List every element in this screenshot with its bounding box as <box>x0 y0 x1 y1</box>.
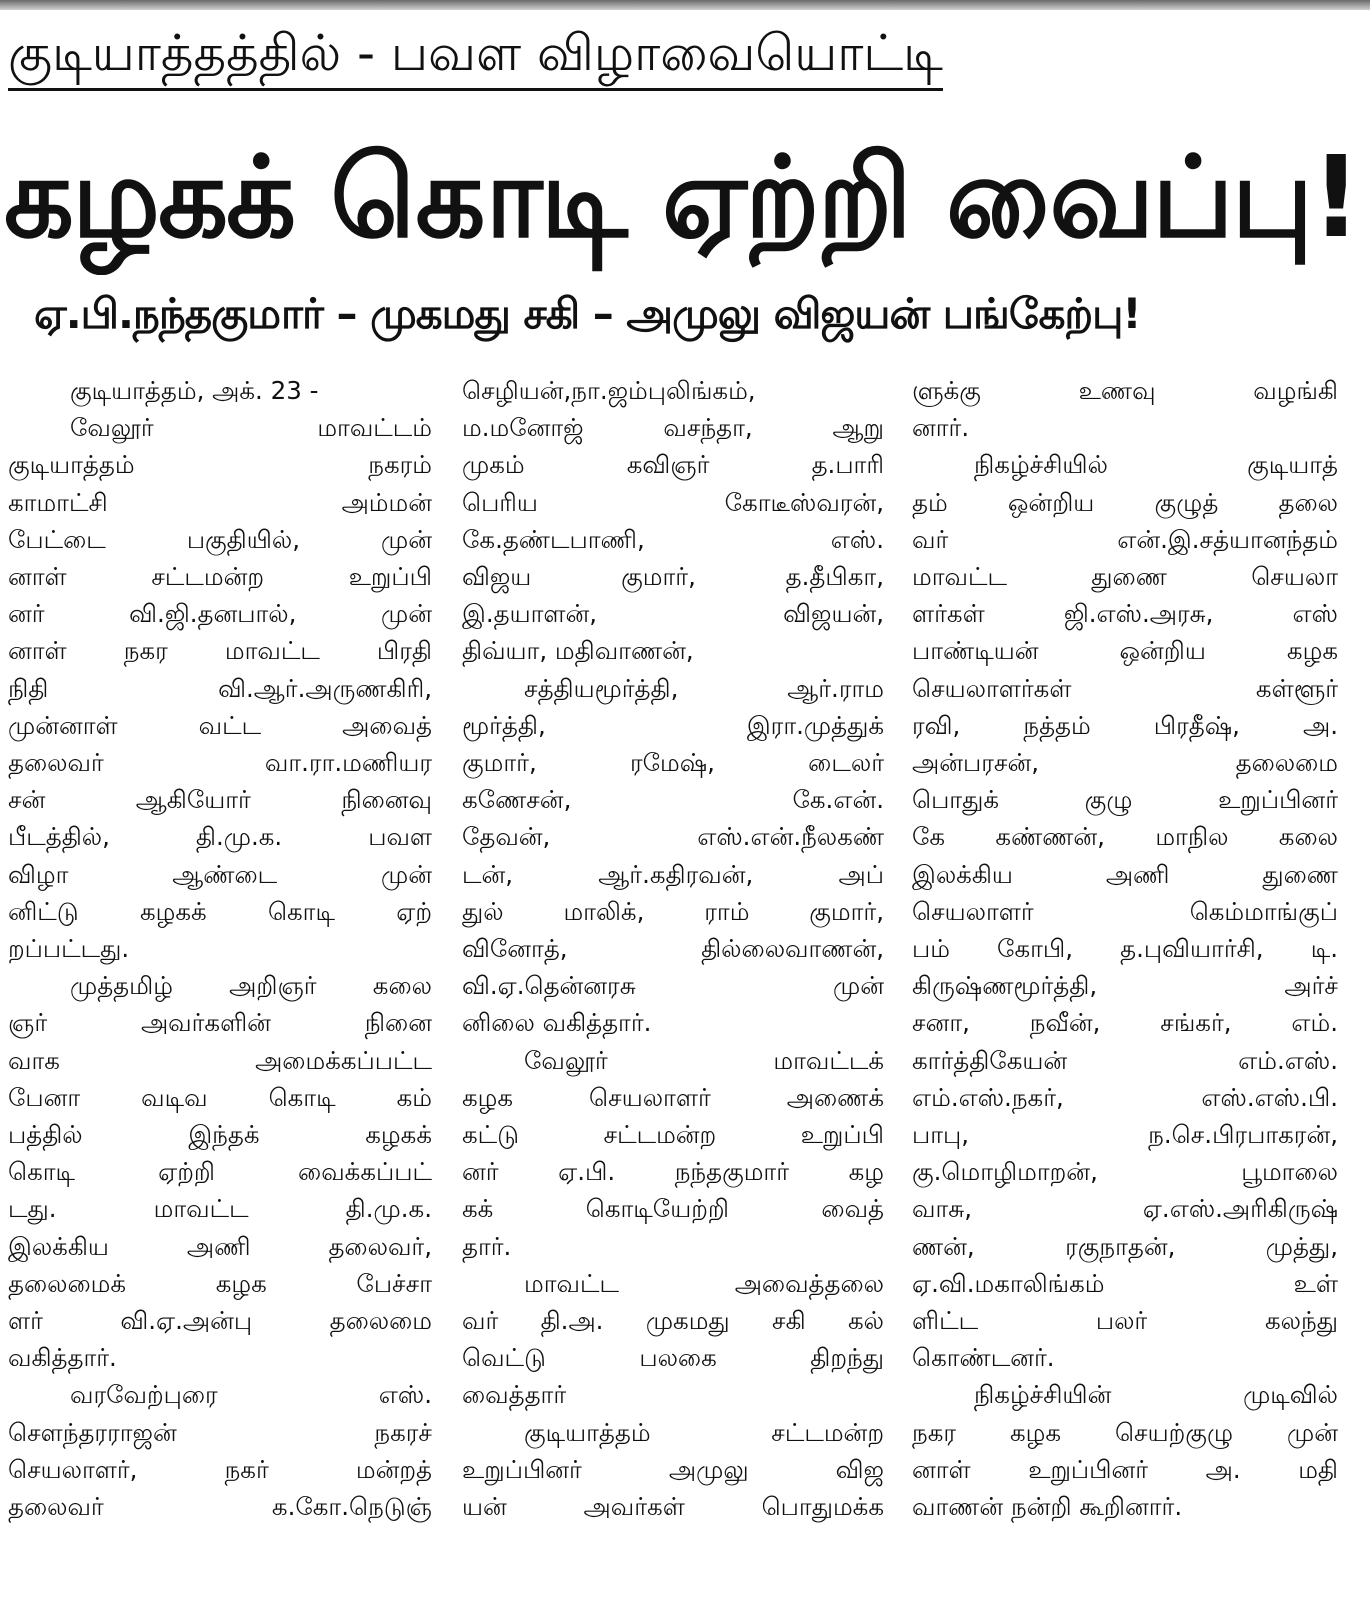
column-3-line: பம் கோபி, த.புவியார்சி, டி. <box>912 934 1338 964</box>
column-2-line: கழக செயலாளர் அணைக் <box>462 1082 884 1112</box>
column-1-line: பீடத்தில், தி.மு.க. பவள <box>8 822 432 852</box>
column-3-line: வாணன் நன்றி கூறினார். <box>912 1492 1183 1522</box>
column-3-line: கார்த்திகேயன் எம்.எஸ். <box>912 1045 1338 1075</box>
column-2-line: துல் மாலிக், ராம் குமார், <box>462 896 884 926</box>
top-edge-strip <box>0 0 1370 10</box>
column-3-line: நகர கழக செயற்குழு முன் <box>912 1417 1338 1447</box>
column-1-line: முன்னாள் வட்ட அவைத் <box>8 710 432 740</box>
column-2-line: வினோத், தில்லைவாணன், <box>462 934 884 964</box>
column-2-line: சத்தியமூர்த்தி, ஆர்.ராம <box>524 673 884 703</box>
column-1-line: டது. மாவட்ட தி.மு.க. <box>8 1194 432 1224</box>
subheadline: ஏ.பி.நந்தகுமார் – முகமது சகி – அமுலு விஜயன் பங்கேற்பு! <box>34 289 1141 338</box>
column-2-line: உறுப்பினர் அமுலு விஜ <box>462 1454 884 1484</box>
column-3-line: எம்.எஸ்.நகர், எஸ்.எஸ்.பி. <box>912 1082 1338 1112</box>
column-2-line: னர் ஏ.பி. நந்தகுமார் கழ <box>462 1157 884 1187</box>
kicker-line: குடியாத்தத்தில் - பவள விழாவையொட்டி <box>8 18 943 91</box>
column-1-line: கொடி ஏற்றி வைக்கப்பட் <box>8 1157 432 1187</box>
column-2-line: ம.மனோஜ் வசந்தா, ஆறு <box>462 413 884 443</box>
column-1-line: செயலாளர், நகர் மன்றத் <box>8 1454 432 1484</box>
column-1-line: வேலூர் மாவட்டம் <box>70 413 432 443</box>
column-2-line: பெரிய கோடீஸ்வரன், <box>462 487 884 517</box>
column-3-line: இலக்கிய அணி துணை <box>912 859 1338 889</box>
column-2-line: வைத்தார் <box>462 1380 567 1410</box>
column-2-line: குடியாத்தம் சட்டமன்ற <box>524 1417 884 1447</box>
column-3-line: கே கண்ணன், மாநில கலை <box>912 822 1338 852</box>
column-2-line: வெட்டு பலகை திறந்து <box>462 1343 884 1373</box>
column-3-line: ளிட்ட பலர் கலந்து <box>912 1306 1338 1336</box>
column-1-line: வரவேற்புரை எஸ். <box>70 1380 432 1410</box>
column-3-line: செயலாளர் கெம்மாங்குப் <box>912 896 1338 926</box>
column-2-line: வர் தி.அ. முகமது சகி கல் <box>462 1306 884 1336</box>
column-3-line: ரவி, நத்தம் பிரதீஷ், அ. <box>912 710 1338 740</box>
column-1-line: வகித்தார். <box>8 1343 117 1373</box>
column-1-line: வாக அமைக்கப்பட்ட <box>8 1045 432 1075</box>
column-3-line: நிகழ்ச்சியில் குடியாத் <box>974 450 1338 480</box>
column-2-line: இ.தயாளன், விஜயன், <box>462 599 884 629</box>
column-1-line: னிட்டு கழகக் கொடி ஏற் <box>8 896 432 926</box>
column-3-line: மாவட்ட துணை செயலா <box>912 562 1338 592</box>
column-1-line: னாள் நகர மாவட்ட பிரதி <box>8 636 432 666</box>
column-2-line: கக் கொடியேற்றி வைத் <box>462 1194 884 1224</box>
column-2-line: னிலை வகித்தார். <box>462 1008 652 1038</box>
column-1-line: ஞர் அவர்களின் நினை <box>8 1008 432 1038</box>
column-1-line: பேனா வடிவ கொடி கம் <box>8 1082 432 1112</box>
column-2-line: மாவட்ட அவைத்தலை <box>524 1268 884 1298</box>
column-3 <box>912 372 1338 1525</box>
column-2-line: டன், ஆர்.கதிரவன், அப் <box>462 859 884 889</box>
column-2-line: கே.தண்டபாணி, எஸ். <box>462 524 884 554</box>
column-2-line: மூர்த்தி, இரா.முத்துக் <box>462 710 884 740</box>
column-3-line: கு.மொழிமாறன், பூமாலை <box>912 1157 1338 1187</box>
column-2 <box>462 372 884 1525</box>
column-3-line: பொதுக் குழு உறுப்பினர் <box>912 785 1338 815</box>
column-1-line: னர் வி.ஜி.தனபால், முன் <box>8 599 432 629</box>
column-2-line: விஜய குமார், த.தீபிகா, <box>462 562 884 592</box>
column-1-line: குடியாத்தம், அக். 23 - <box>70 376 319 405</box>
column-3-line: பாபு, ந.செ.பிரபாகரன், <box>912 1120 1338 1150</box>
column-3-line: ஏ.வி.மகாலிங்கம் உள் <box>912 1268 1338 1298</box>
column-3-line: அன்பரசன், தலைமை <box>912 748 1338 778</box>
column-1-line: பேட்டை பகுதியில், முன் <box>8 524 432 554</box>
column-2-line: திவ்யா, மதிவாணன், <box>462 636 694 666</box>
article-body <box>0 372 1370 1610</box>
column-2-line: குமார், ரமேஷ், டைலர் <box>462 748 884 778</box>
column-1-line: றப்பட்டது. <box>8 934 130 964</box>
column-2-line: தேவன், எஸ்.என்.நீலகண் <box>462 822 884 852</box>
column-1-line: னாள் சட்டமன்ற உறுப்பி <box>8 562 432 592</box>
column-3-line: தம் ஒன்றிய குழுத் தலை <box>912 487 1338 517</box>
column-3-line: ளர்கள் ஜி.எஸ்.அரசு, எஸ் <box>912 599 1338 629</box>
column-2-line: செழியன்,நா.ஜம்புலிங்கம், <box>462 376 756 405</box>
column-3-line: கொண்டனர். <box>912 1343 1055 1373</box>
column-3-line: கிருஷ்ணமூர்த்தி, அர்ச் <box>912 971 1338 1001</box>
column-3-line: னாள் உறுப்பினர் அ. மதி <box>912 1454 1338 1484</box>
column-2-line: தார். <box>462 1231 512 1261</box>
column-1-line: சௌந்தரராஜன் நகரச் <box>8 1417 432 1447</box>
column-1-line: காமாட்சி அம்மன் <box>8 487 432 517</box>
column-2-line: கட்டு சட்டமன்ற உறுப்பி <box>462 1120 884 1150</box>
column-2-line: கணேசன், கே.என். <box>462 785 884 815</box>
column-1-line: முத்தமிழ் அறிஞர் கலை <box>70 971 432 1001</box>
column-3-line: பாண்டியன் ஒன்றிய கழக <box>912 636 1338 666</box>
column-3-line: னார். <box>912 413 970 443</box>
column-3-line: செயலாளர்கள் கள்ளூர் <box>912 673 1338 703</box>
column-1-line: பத்தில் இந்தக் கழகக் <box>8 1120 432 1150</box>
column-2-line: வி.ஏ.தென்னரசு முன் <box>462 971 884 1001</box>
column-1-line: விழா ஆண்டை முன் <box>8 859 432 889</box>
column-3-line: வாசு, ஏ.எஸ்.அரிகிருஷ் <box>912 1194 1338 1224</box>
column-2-line: யன் அவர்கள் பொதுமக்க <box>462 1492 884 1522</box>
headline: கழகக் கொடி ஏற்றி வைப்பு! <box>4 133 1360 263</box>
column-1-line: தலைவர் க.கோ.நெடுஞ் <box>8 1492 432 1522</box>
column-1-line: தலைவர் வா.ரா.மணியர <box>8 748 432 778</box>
column-1-line: சன் ஆகியோர் நினைவு <box>8 785 432 815</box>
column-3-line: ளுக்கு உணவு வழங்கி <box>912 376 1338 405</box>
column-2-line: வேலூர் மாவட்டக் <box>524 1045 884 1075</box>
column-3-line: ணன், ரகுநாதன், முத்து, <box>912 1231 1338 1261</box>
column-1-line: இலக்கிய அணி தலைவர், <box>8 1231 432 1261</box>
column-3-line: வர் என்.இ.சத்யானந்தம் <box>912 524 1338 554</box>
column-3-line: நிகழ்ச்சியின் முடிவில் <box>974 1380 1338 1410</box>
column-3-line: சனா, நவீன், சங்கர், எம். <box>912 1008 1338 1038</box>
column-2-line: முகம் கவிஞர் த.பாரி <box>462 450 884 480</box>
column-1-line: குடியாத்தம் நகரம் <box>8 450 432 480</box>
column-1 <box>8 372 432 1525</box>
column-1-line: நிதி வி.ஆர்.அருணகிரி, <box>8 673 432 703</box>
column-1-line: தலைமைக் கழக பேச்சா <box>8 1268 432 1298</box>
column-1-line: ளர் வி.ஏ.அன்பு தலைமை <box>8 1306 432 1336</box>
